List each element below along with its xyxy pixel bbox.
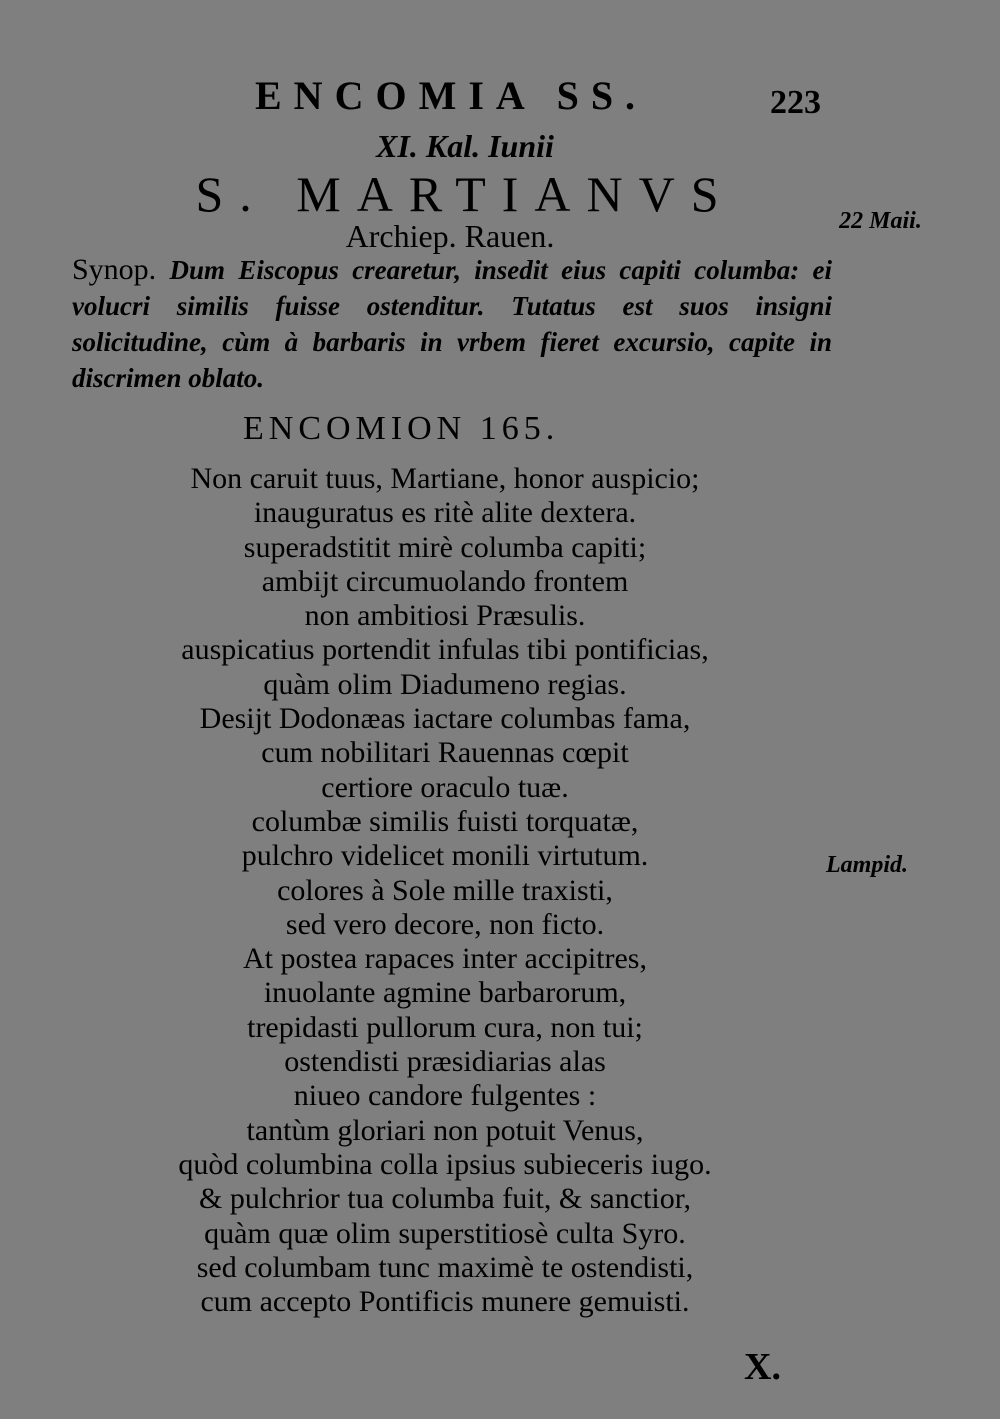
section-heading: ENCOMION 165. bbox=[243, 410, 560, 447]
saint-name: S. MARTIANVS bbox=[195, 166, 735, 222]
poem-line: & pulchrior tua columba fuit, & sanctior, bbox=[198, 1182, 691, 1216]
margin-note: Lampid. bbox=[826, 852, 908, 878]
poem bbox=[100, 462, 790, 1319]
signature-mark: X. bbox=[744, 1346, 781, 1388]
poem-line: colores à Sole mille traxisti, bbox=[277, 873, 613, 907]
poem-line: trepidasti pullorum cura, non tui; bbox=[247, 1010, 643, 1044]
poem-line: tantùm gloriari non potuit Venus, bbox=[246, 1113, 644, 1147]
poem-line: auspicatius portendit infulas tibi pontificias, bbox=[181, 633, 709, 667]
poem-line: Desijt Dodonæas iactare columbas fama, bbox=[199, 702, 691, 736]
poem-line: cum accepto Pontificis munere gemuisti. bbox=[200, 1285, 690, 1319]
page-number: 223 bbox=[770, 84, 821, 121]
poem-line: ambijt circumuolando frontem bbox=[261, 564, 629, 598]
poem-line: Non caruit tuus, Martiane, honor auspicio; bbox=[190, 462, 700, 495]
poem-line: sed vero decore, non ficto. bbox=[285, 907, 605, 941]
poem-line: superadstitit mirè columba capiti; bbox=[243, 530, 647, 564]
saint-title: Archiep. Rauen. bbox=[345, 218, 555, 254]
poem-line: sed columbam tunc maximè te ostendisti, bbox=[196, 1250, 694, 1284]
poem-line: pulchro videlicet monili virtutum. bbox=[241, 839, 649, 873]
poem-line: cum nobilitari Rauennas cœpit bbox=[261, 736, 629, 770]
synopsis bbox=[72, 252, 832, 396]
poem-line: quàm olim Diadumeno regias. bbox=[263, 667, 627, 701]
synopsis-label: Synop. bbox=[72, 253, 157, 286]
running-title: ENCOMIA SS. bbox=[255, 73, 648, 118]
poem-line: columbæ similis fuisti torquatæ, bbox=[251, 804, 639, 838]
poem-line: ostendisti præsidiarias alas bbox=[284, 1045, 606, 1079]
poem-line: non ambitiosi Præsulis. bbox=[304, 599, 586, 633]
date-line: XI. Kal. Iunii bbox=[376, 128, 554, 164]
poem-line: inuolante agmine barbarorum, bbox=[263, 976, 627, 1010]
poem-line: quàm quæ olim superstitiosè culta Syro. bbox=[204, 1216, 686, 1250]
synopsis-text: Dum Eiscopus crearetur, insedit eius capiti columba: ei volucri similis fuisse ostenditur. Tutatus est suos insigni solicitudine, cùm à barbaris in vrbem fieret excursio, capite in discrimen oblato. bbox=[72, 255, 833, 393]
poem-line: At postea rapaces inter accipitres, bbox=[243, 942, 647, 976]
poem-line: inauguratus es ritè alite dextera. bbox=[253, 496, 637, 530]
poem-line: quòd columbina colla ipsius subieceris iugo. bbox=[178, 1147, 712, 1181]
poem-line: certiore oraculo tuæ. bbox=[321, 770, 569, 804]
margin-date: 22 Maii. bbox=[839, 208, 922, 234]
poem-line: niueo candore fulgentes : bbox=[293, 1079, 597, 1113]
